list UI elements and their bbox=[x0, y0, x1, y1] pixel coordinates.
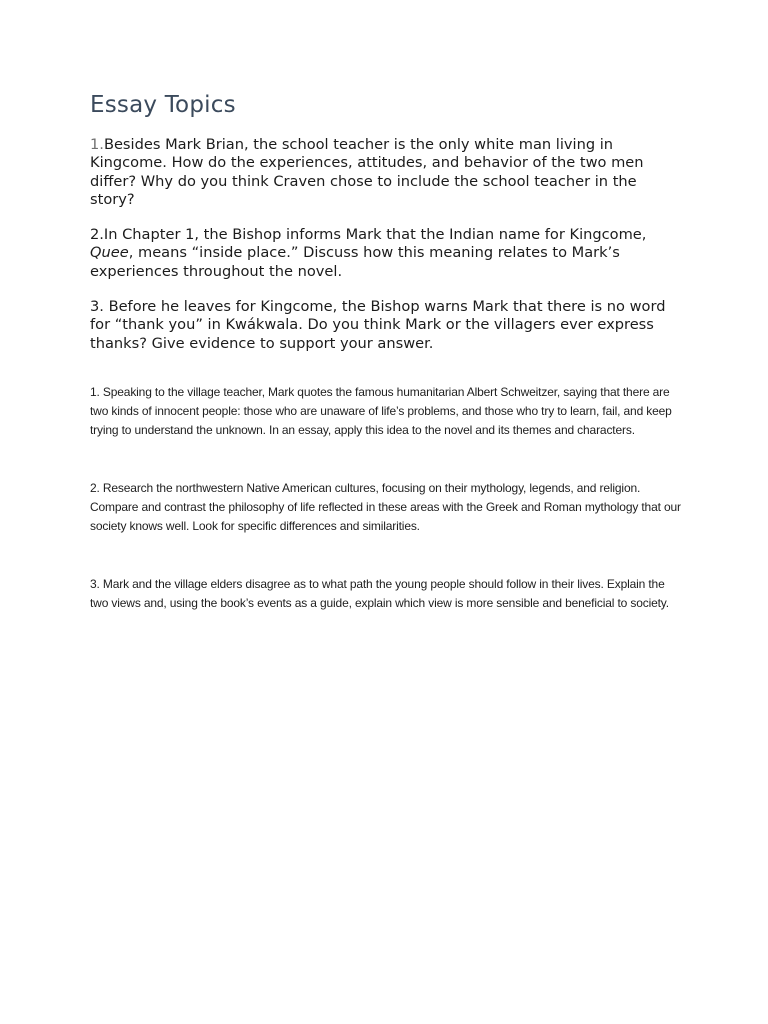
question-text-before: 2.In Chapter 1, the Bishop informs Mark that the Indian name for Kingcome, bbox=[90, 226, 647, 244]
question-italic-term: Quee bbox=[90, 244, 129, 262]
essay-question-small-1: 1. Speaking to the village teacher, Mark quotes the famous humanitarian Albert Schweitzer, saying that there are two kinds of innocent people: those who are unaware of life’s problems, and those who try to learn, fail, and keep trying to understand the unknown. In an essay, apply this idea to the novel and its themes and characters. bbox=[90, 384, 672, 437]
document-page bbox=[90, 88, 682, 613]
essay-question-small-2: 2. Research the northwestern Native American cultures, focusing on their mythology, legends, and religion. Compare and contrast the philosophy of life reflected in these areas with the Greek and Roman mythology that our society knows well. Look for specific differences and similarities. bbox=[90, 480, 681, 533]
essay-question-1 bbox=[90, 136, 682, 209]
question-number: 1. bbox=[90, 136, 104, 153]
essay-question-2 bbox=[90, 226, 682, 281]
essay-question-small-3: 3. Mark and the village elders disagree as to what path the young people should follow in their lives. Explain the two views and, using the book’s events as a guide, explain which view is more sensible and beneficial to society. bbox=[90, 576, 669, 610]
question-text: Besides Mark Brian, the school teacher is the only white man living in Kingcome. How do the experiences, attitudes, and behavior of the two men differ? Why do you think Craven chose to include the school teacher in the story? bbox=[90, 136, 644, 208]
essay-question-3: 3. Before he leaves for Kingcome, the Bishop warns Mark that there is no word for “thank you” in Kwákwala. Do you think Mark or the villagers ever express thanks? Give evidence to support your answer. bbox=[90, 298, 666, 352]
page-title: Essay Topics bbox=[90, 92, 236, 118]
question-text-after: , means “inside place.” Discuss how this meaning relates to Mark’s experiences throughout the novel. bbox=[90, 244, 620, 280]
